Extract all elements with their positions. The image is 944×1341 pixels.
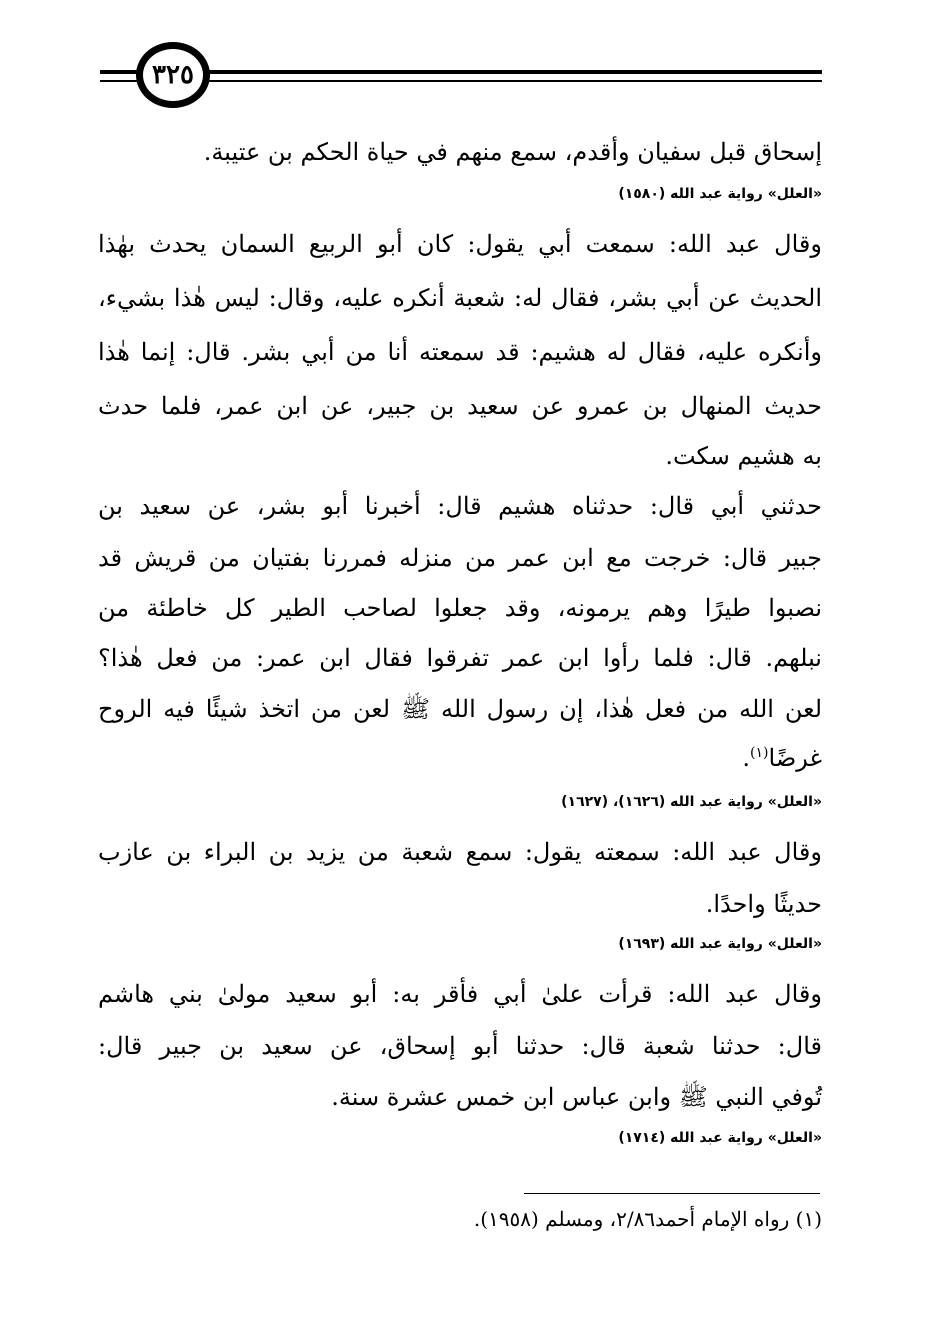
text-line: وقال عبد الله: قرأت علىٰ أبي فأقر به: أبو سعيد مولىٰ بني هاشم	[98, 980, 822, 1008]
source-citation: «العلل» رواية عبد الله (١٧١٤)	[618, 1130, 822, 1146]
page-number-badge	[136, 42, 210, 108]
text-line: لعن الله من فعل هٰذا، إن رسول الله ﷺ لعن من اتخذ شيئًا فيه الروح	[98, 695, 823, 723]
text-line: قال: حدثنا شعبة قال: حدثنا أبو إسحاق، عن سعيد بن جبير قال:	[98, 1032, 822, 1060]
source-citation: «العلل» رواية عبد الله (١٦٩٣)	[618, 936, 822, 952]
text-line: حديثًا واحدًا.	[705, 890, 822, 918]
text-line: به هشيم سكت.	[665, 442, 822, 470]
text-line: حدثني أبي قال: حدثناه هشيم قال: أخبرنا أبو بشر، عن سعيد بن	[98, 492, 823, 520]
text-line: نصبوا طيرًا وهم يرمونه، وقد جعلوا لصاحب الطير كل خاطئة من	[98, 594, 822, 622]
footnote-rule	[524, 1193, 820, 1194]
footnote-marker: (١)	[750, 745, 769, 761]
text-line: وقال عبد الله: سمعت أبي يقول: كان أبو الربيع السمان يحدث بهٰذا	[98, 230, 822, 258]
text-line: وقال عبد الله: سمعته يقول: سمع شعبة من يزيد بن البراء بن عازب	[98, 838, 822, 866]
source-citation: «العلل» رواية عبد الله (١٦٢٦)، (١٦٢٧)	[561, 794, 822, 810]
text-line: نبلهم. قال: فلما رأوا ابن عمر تفرقوا فقال ابن عمر: من فعل هٰذا؟	[98, 644, 822, 672]
text-line: جبير قال: خرجت مع ابن عمر من منزله فمررنا بفتيان من قريش قد	[98, 544, 822, 572]
text-fragment: غرضًا	[768, 744, 822, 772]
text-line-with-footnote	[742, 744, 822, 772]
page-number: ٣٢٥	[152, 60, 194, 90]
text-line: إسحاق قبل سفيان وأقدم، سمع منهم في حياة الحكم بن عتيبة.	[203, 138, 822, 166]
source-citation: «العلل» رواية عبد الله (١٥٨٠)	[618, 186, 822, 202]
text-line: وأنكره عليه، فقال له هشيم: قد سمعته أنا من أبي بشر. قال: إنما هٰذا	[98, 338, 822, 366]
footnote: (١) رواه الإمام أحمد٢/٨٦، ومسلم (١٩٥٨).	[473, 1207, 822, 1231]
text-line: الحديث عن أبي بشر، فقال له: شعبة أنكره عليه، وقال: ليس هٰذا بشيء،	[98, 284, 822, 312]
text-fragment: .	[742, 744, 751, 772]
text-line: حديث المنهال بن عمرو عن سعيد بن جبير، عن ابن عمر، فلما حدث	[98, 392, 822, 420]
text-line: تُوفي النبي ﷺ وابن عباس ابن خمس عشرة سنة.	[331, 1083, 822, 1111]
